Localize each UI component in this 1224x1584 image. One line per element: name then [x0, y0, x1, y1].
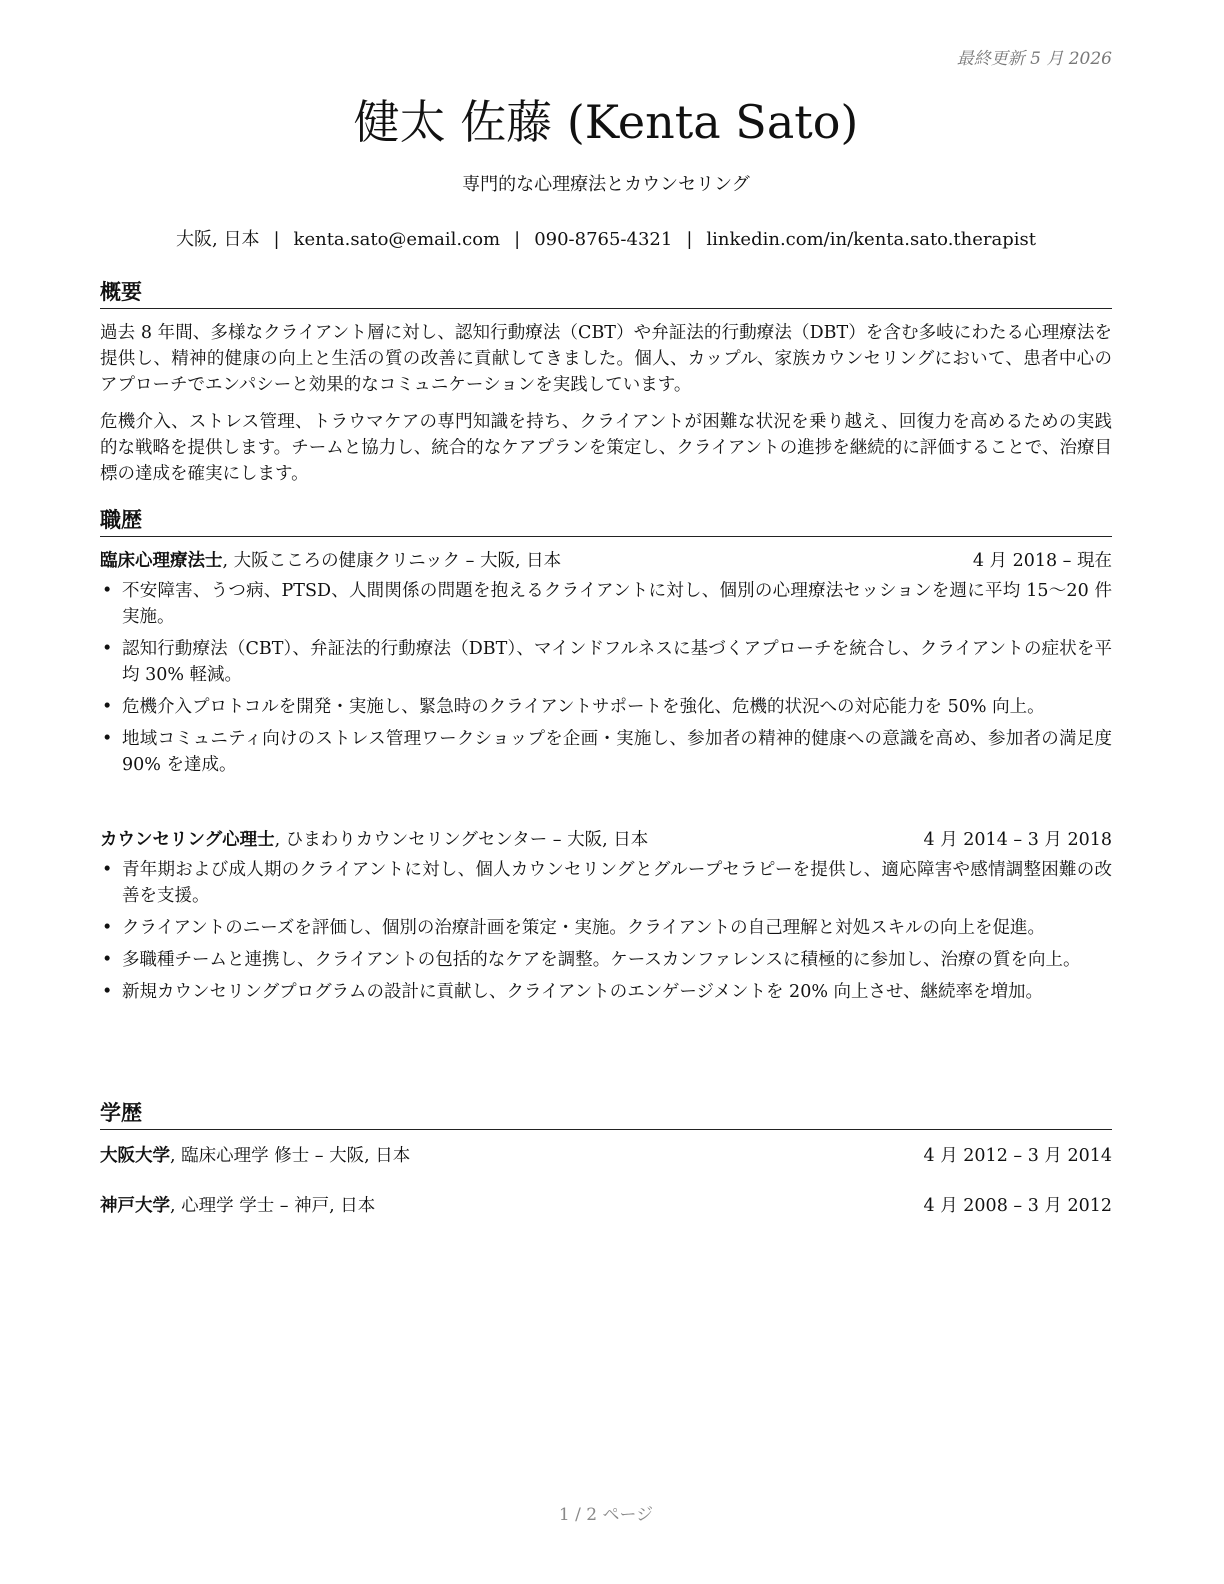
bullet-text: 危機介入プロトコルを開発・実施し、緊急時のクライアントサポートを強化、危機的状況への対応能力を 50% 向上。 [122, 697, 1045, 717]
contact-separator: | [514, 229, 521, 250]
education-school: 神戸大学 [100, 1196, 170, 1216]
education-title [100, 1193, 375, 1219]
tagline: 専門的な心理療法とカウンセリング [462, 174, 750, 195]
bullet-icon: • [102, 982, 113, 1002]
job-bullets [100, 857, 1112, 1011]
bullet-icon: • [102, 918, 113, 938]
bullet-text: クライアントのニーズを評価し、個別の治療計画を策定・実施。クライアントの自己理解と対処スキルの向上を促進。 [122, 918, 1045, 938]
job-dates: 4 月 2014 – 3 月 2018 [923, 830, 1112, 850]
resume-page [100, 0, 1112, 1584]
section-title-experience: 職歴 [100, 506, 1112, 537]
bullet-icon: • [102, 950, 113, 970]
section-title-education: 学歴 [100, 1099, 1112, 1130]
education-detail: , 心理学 学士 – 神戸, 日本 [170, 1196, 376, 1216]
job-role: 臨床心理療法士 [100, 551, 223, 571]
bullet-icon: • [102, 729, 113, 749]
job-role: カウンセリング心理士 [100, 830, 275, 850]
list-item [100, 694, 1112, 720]
education-row [100, 1143, 1112, 1169]
job-title [100, 827, 648, 853]
education-dates: 4 月 2012 – 3 月 2014 [923, 1146, 1112, 1166]
bullet-text: 不安障害、うつ病、PTSD、人間関係の問題を抱えるクライアントに対し、個別の心理療法セッションを週に平均 15〜20 件実施。 [122, 581, 1112, 627]
contact-line [100, 225, 1112, 251]
bullet-icon: • [102, 697, 113, 717]
bullet-text: 認知行動療法（CBT）、弁証法的行動療法（DBT）、マインドフルネスに基づくアプローチを統合し、クライアントの症状を平均 30% 軽減。 [122, 639, 1112, 685]
bullet-text: 多職種チームと連携し、クライアントの包括的なケアを調整。ケースカンファレンスに積極的に参加し、治療の質を向上。 [122, 950, 1081, 970]
summary-paragraph-2: 危機介入、ストレス管理、トラウマケアの専門知識を持ち、クライアントが困難な状況を乗り越え、回復力を高めるための実践的な戦略を提供します。チームと協力し、統合的なケアプランを策定し、クライアントの進捗を継続的に評価することで、治療目標の達成を確実にします。 [100, 412, 1112, 484]
summary-paragraph-1: 過去 8 年間、多様なクライアント層に対し、認知行動療法（CBT）や弁証法的行動療法（DBT）を含む多岐にわたる心理療法を提供し、精神的健康の向上と生活の質の改善に貢献してきました。個人、カップル、家族カウンセリングにおいて、患者中心のアプローチでエンパシーと効果的なコミュニケーションを実践しています。 [100, 323, 1112, 395]
education-dates: 4 月 2008 – 3 月 2012 [923, 1196, 1112, 1216]
page-title: 健太 佐藤 (Kenta Sato) [353, 95, 859, 149]
job-dates: 4 月 2018 – 現在 [972, 551, 1112, 571]
job-header [100, 548, 1112, 574]
list-item [100, 726, 1112, 778]
education-row [100, 1193, 1112, 1219]
education-school: 大阪大学 [100, 1146, 170, 1166]
contact-phone: 090-8765-4321 [534, 229, 673, 250]
contact-email[interactable]: kenta.sato@email.com [293, 229, 501, 250]
list-item [100, 578, 1112, 630]
job-title [100, 548, 561, 574]
list-item [100, 636, 1112, 688]
last-updated: 最終更新 5 月 2026 [956, 49, 1112, 69]
bullet-text: 地域コミュニティ向けのストレス管理ワークショップを企画・実施し、参加者の精神的健康への意識を高め、参加者の満足度 90% を達成。 [122, 729, 1112, 775]
job-header [100, 827, 1112, 853]
education-detail: , 臨床心理学 修士 – 大阪, 日本 [170, 1146, 411, 1166]
list-item [100, 979, 1112, 1005]
contact-separator: | [273, 229, 280, 250]
job-org: , 大阪こころの健康クリニック – 大阪, 日本 [222, 551, 562, 571]
bullet-icon: • [102, 639, 113, 659]
list-item [100, 947, 1112, 973]
bullet-text: 新規カウンセリングプログラムの設計に貢献し、クライアントのエンゲージメントを 20% 向上させ、継続率を増加。 [122, 982, 1043, 1002]
contact-location: 大阪, 日本 [176, 229, 260, 250]
list-item [100, 915, 1112, 941]
job-bullets [100, 578, 1112, 784]
contact-linkedin[interactable]: linkedin.com/in/kenta.sato.therapist [706, 229, 1036, 250]
job-org: , ひまわりカウンセリングセンター – 大阪, 日本 [274, 830, 649, 850]
bullet-icon: • [102, 860, 113, 880]
bullet-icon: • [102, 581, 113, 601]
bullet-text: 青年期および成人期のクライアントに対し、個人カウンセリングとグループセラピーを提供し、適応障害や感情調整困難の改善を支援。 [122, 860, 1112, 906]
education-title [100, 1143, 410, 1169]
page-number: 1 / 2 ページ [558, 1505, 654, 1525]
section-title-summary: 概要 [100, 278, 1112, 309]
list-item [100, 857, 1112, 909]
contact-separator: | [686, 229, 693, 250]
